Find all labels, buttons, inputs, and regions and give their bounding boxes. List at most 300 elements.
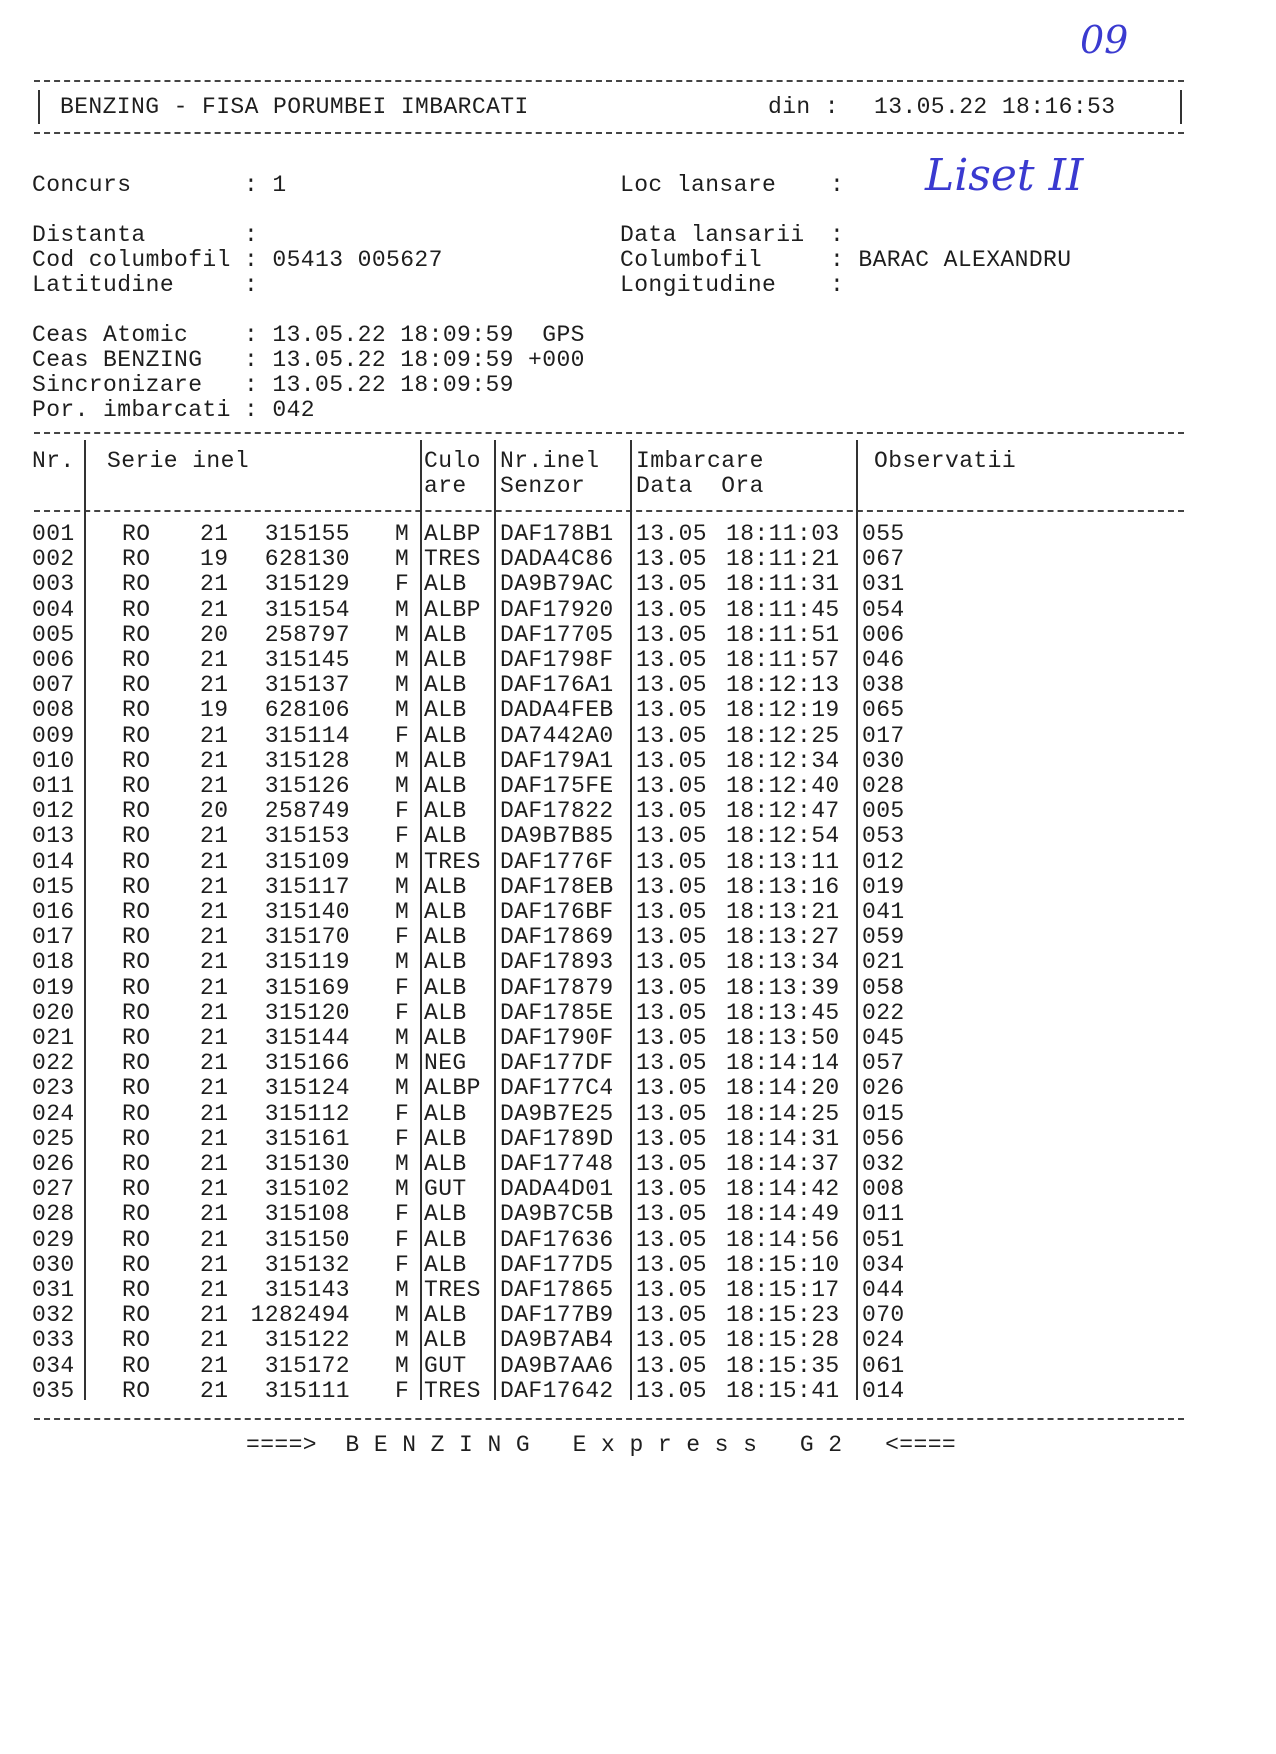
cell-date: 13.05 xyxy=(636,1075,708,1102)
cell-time: 18:11:21 xyxy=(726,546,840,573)
cell-year: 21 xyxy=(200,596,229,623)
cell-ring: 315153 xyxy=(264,823,350,850)
cell-sensor: DADA4D01 xyxy=(500,1176,614,1203)
col-header-nr: Nr. xyxy=(32,448,75,474)
cell-ring: 315117 xyxy=(264,873,350,900)
cell-color: ALB xyxy=(424,747,467,774)
cell-nr: 009 xyxy=(32,722,75,749)
cell-nr: 035 xyxy=(32,1377,75,1404)
table-row xyxy=(0,950,1276,975)
cell-time: 18:12:47 xyxy=(726,798,840,825)
table-bottom-border xyxy=(34,1418,1184,1420)
cell-country: RO xyxy=(122,1201,151,1228)
cell-observatii: 070 xyxy=(862,1302,905,1329)
table-row xyxy=(0,900,1276,925)
cell-color: ALB xyxy=(424,924,467,951)
col-header-imbarcare-1: Imbarcare xyxy=(636,448,764,474)
cell-ring: 315130 xyxy=(264,1151,350,1177)
table-row xyxy=(0,1051,1276,1076)
table-row xyxy=(0,598,1276,623)
cell-sensor: DAF17636 xyxy=(500,1226,614,1253)
cell-year: 21 xyxy=(200,949,229,976)
cell-ring: 315120 xyxy=(264,999,350,1026)
cell-date: 13.05 xyxy=(636,1151,708,1177)
cell-year: 21 xyxy=(200,1025,229,1051)
cell-sensor: DAF176A1 xyxy=(500,672,614,699)
cell-sensor: DAF1776F xyxy=(500,848,614,875)
cell-year: 21 xyxy=(200,1201,229,1228)
cell-observatii: 045 xyxy=(862,1025,905,1051)
table-row xyxy=(0,673,1276,698)
cell-time: 18:11:03 xyxy=(726,521,840,547)
cell-nr: 010 xyxy=(32,747,75,774)
cell-sensor: DA9B7B85 xyxy=(500,823,614,850)
cell-year: 21 xyxy=(200,773,229,799)
cell-country: RO xyxy=(122,1100,151,1127)
cell-time: 18:11:51 xyxy=(726,621,840,648)
report-title: BENZING - FISA PORUMBEI IMBARCATI xyxy=(60,94,529,120)
cell-sex: M xyxy=(395,546,410,573)
cell-nr: 019 xyxy=(32,974,75,1001)
cell-nr: 013 xyxy=(32,823,75,850)
table-top-border xyxy=(34,432,1184,434)
cell-ring: 315166 xyxy=(264,1050,350,1077)
cell-time: 18:14:14 xyxy=(726,1050,840,1077)
cell-sex: M xyxy=(395,1025,410,1051)
loc-lansare-label: Loc lansare xyxy=(620,172,777,198)
cell-observatii: 026 xyxy=(862,1075,905,1102)
cell-date: 13.05 xyxy=(636,672,708,699)
cell-ring: 315145 xyxy=(264,647,350,673)
cell-date: 13.05 xyxy=(636,1125,708,1152)
cell-year: 21 xyxy=(200,823,229,850)
concurs-value: : 1 xyxy=(244,172,287,198)
cell-nr: 016 xyxy=(32,899,75,925)
cell-nr: 020 xyxy=(32,999,75,1026)
table-row xyxy=(0,1328,1276,1353)
cell-year: 21 xyxy=(200,571,229,598)
table-row xyxy=(0,1177,1276,1202)
cell-color: ALBP xyxy=(424,1075,481,1102)
table-row xyxy=(0,547,1276,572)
cell-time: 18:12:40 xyxy=(726,773,840,799)
cell-time: 18:14:49 xyxy=(726,1201,840,1228)
cell-observatii: 044 xyxy=(862,1277,905,1303)
cell-time: 18:15:23 xyxy=(726,1302,840,1329)
cell-date: 13.05 xyxy=(636,999,708,1026)
col-header-culoare-2: are xyxy=(424,473,467,499)
cell-date: 13.05 xyxy=(636,1251,708,1278)
cell-sex: M xyxy=(395,1176,410,1203)
cell-sex: F xyxy=(395,1377,410,1404)
table-row xyxy=(0,875,1276,900)
cell-time: 18:14:25 xyxy=(726,1100,840,1127)
cell-observatii: 054 xyxy=(862,596,905,623)
col-header-observatii: Observatii xyxy=(874,448,1017,474)
col-header-serie-inel: Serie inel xyxy=(107,448,250,474)
cell-sex: M xyxy=(395,697,410,724)
cod-columbofil-label: Cod columbofil xyxy=(32,247,231,273)
cell-ring: 315170 xyxy=(264,924,350,951)
cell-sensor: DAF17642 xyxy=(500,1377,614,1404)
cell-color: ALB xyxy=(424,1100,467,1127)
cell-time: 18:14:56 xyxy=(726,1226,840,1253)
cell-observatii: 051 xyxy=(862,1226,905,1253)
cell-nr: 001 xyxy=(32,521,75,547)
cell-sensor: DA9B7E25 xyxy=(500,1100,614,1127)
cell-sex: M xyxy=(395,521,410,547)
cell-sensor: DA7442A0 xyxy=(500,722,614,749)
cell-observatii: 031 xyxy=(862,571,905,598)
cell-year: 21 xyxy=(200,873,229,900)
distanta-label: Distanta xyxy=(32,222,146,248)
cell-sex: M xyxy=(395,1352,410,1379)
cell-sensor: DAF177B9 xyxy=(500,1302,614,1329)
longitudine-value: : xyxy=(830,272,845,298)
cell-time: 18:11:45 xyxy=(726,596,840,623)
cell-date: 13.05 xyxy=(636,1377,708,1404)
cell-nr: 029 xyxy=(32,1226,75,1253)
table-row xyxy=(0,1202,1276,1227)
concurs-label: Concurs xyxy=(32,172,132,198)
cell-date: 13.05 xyxy=(636,1100,708,1127)
cell-sex: F xyxy=(395,798,410,825)
footer-banner: ====> B E N Z I N G E x p r e s s G 2 <==== xyxy=(246,1432,957,1458)
cell-color: ALB xyxy=(424,1151,467,1177)
cell-color: GUT xyxy=(424,1352,467,1379)
por-imbarcati-label: Por. imbarcati xyxy=(32,397,231,423)
cell-nr: 018 xyxy=(32,949,75,976)
cell-observatii: 005 xyxy=(862,798,905,825)
cell-color: ALB xyxy=(424,621,467,648)
cell-sex: M xyxy=(395,899,410,925)
cell-observatii: 015 xyxy=(862,1100,905,1127)
cell-country: RO xyxy=(122,722,151,749)
cell-year: 21 xyxy=(200,1302,229,1329)
cell-ring: 315122 xyxy=(264,1327,350,1354)
cell-sex: M xyxy=(395,949,410,976)
cell-ring: 315137 xyxy=(264,672,350,699)
cell-color: NEG xyxy=(424,1050,467,1077)
cell-year: 21 xyxy=(200,1352,229,1379)
cell-sex: F xyxy=(395,1100,410,1127)
cell-time: 18:13:45 xyxy=(726,999,840,1026)
cell-year: 21 xyxy=(200,1075,229,1102)
cell-color: ALB xyxy=(424,974,467,1001)
header-top-border xyxy=(34,80,1184,82)
table-row xyxy=(0,648,1276,673)
cell-color: ALB xyxy=(424,1327,467,1354)
cell-observatii: 019 xyxy=(862,873,905,900)
cell-ring: 315112 xyxy=(264,1100,350,1127)
cell-date: 13.05 xyxy=(636,798,708,825)
columbofil-label: Columbofil xyxy=(620,247,763,273)
table-row xyxy=(0,724,1276,749)
cell-date: 13.05 xyxy=(636,571,708,598)
cell-sensor: DA9B7AA6 xyxy=(500,1352,614,1379)
cell-sensor: DAF17893 xyxy=(500,949,614,976)
por-imbarcati-value: : 042 xyxy=(244,397,316,423)
cell-sex: F xyxy=(395,722,410,749)
table-row xyxy=(0,1026,1276,1051)
cell-observatii: 065 xyxy=(862,697,905,724)
table-row xyxy=(0,925,1276,950)
data-lansarii-value: : xyxy=(830,222,845,248)
cell-observatii: 067 xyxy=(862,546,905,573)
cell-country: RO xyxy=(122,949,151,976)
cell-observatii: 053 xyxy=(862,823,905,850)
cell-country: RO xyxy=(122,1176,151,1203)
cell-sex: M xyxy=(395,1151,410,1177)
cell-date: 13.05 xyxy=(636,596,708,623)
cell-color: ALB xyxy=(424,873,467,900)
cell-color: GUT xyxy=(424,1176,467,1203)
cell-time: 18:12:19 xyxy=(726,697,840,724)
cell-ring: 258797 xyxy=(264,621,350,648)
cell-year: 21 xyxy=(200,899,229,925)
cell-time: 18:15:10 xyxy=(726,1251,840,1278)
cell-date: 13.05 xyxy=(636,722,708,749)
col-header-nr-inel-1: Nr.inel xyxy=(500,448,600,474)
cell-color: ALBP xyxy=(424,596,481,623)
cell-country: RO xyxy=(122,1277,151,1303)
sincronizare-label: Sincronizare xyxy=(32,372,203,398)
latitudine-value: : xyxy=(244,272,259,298)
cell-observatii: 006 xyxy=(862,621,905,648)
cell-sex: M xyxy=(395,1277,410,1303)
cell-ring: 1282494 xyxy=(250,1302,350,1329)
cell-time: 18:13:50 xyxy=(726,1025,840,1051)
cell-country: RO xyxy=(122,1226,151,1253)
ceas-benzing-value: : 13.05.22 18:09:59 +000 xyxy=(244,347,585,373)
cell-time: 18:15:35 xyxy=(726,1352,840,1379)
table-row xyxy=(0,1253,1276,1278)
cell-nr: 021 xyxy=(32,1025,75,1051)
cell-ring: 315169 xyxy=(264,974,350,1001)
cell-ring: 315132 xyxy=(264,1251,350,1278)
table-row xyxy=(0,1152,1276,1177)
cell-ring: 315154 xyxy=(264,596,350,623)
cell-sex: F xyxy=(395,924,410,951)
header-left-border xyxy=(38,90,40,124)
cell-sensor: DAF175FE xyxy=(500,773,614,799)
cell-nr: 003 xyxy=(32,571,75,598)
cell-year: 20 xyxy=(200,621,229,648)
cell-observatii: 046 xyxy=(862,647,905,673)
cell-nr: 025 xyxy=(32,1125,75,1152)
cell-sensor: DAF179A1 xyxy=(500,747,614,774)
cell-color: ALB xyxy=(424,1201,467,1228)
cell-year: 21 xyxy=(200,747,229,774)
cell-color: ALB xyxy=(424,697,467,724)
cell-color: TRES xyxy=(424,1377,481,1404)
table-header-separator xyxy=(34,510,1184,512)
cell-ring: 315155 xyxy=(264,521,350,547)
cell-sensor: DADA4FEB xyxy=(500,697,614,724)
cell-color: ALB xyxy=(424,1125,467,1152)
cell-color: ALB xyxy=(424,571,467,598)
cell-sex: M xyxy=(395,848,410,875)
cell-country: RO xyxy=(122,596,151,623)
cell-nr: 017 xyxy=(32,924,75,951)
cell-time: 18:13:16 xyxy=(726,873,840,900)
cell-time: 18:12:25 xyxy=(726,722,840,749)
cell-observatii: 021 xyxy=(862,949,905,976)
cell-color: ALB xyxy=(424,823,467,850)
cell-ring: 628130 xyxy=(264,546,350,573)
cell-sensor: DAF1798F xyxy=(500,647,614,673)
cell-country: RO xyxy=(122,697,151,724)
cell-year: 21 xyxy=(200,521,229,547)
table-row xyxy=(0,1228,1276,1253)
cell-observatii: 014 xyxy=(862,1377,905,1404)
cell-observatii: 058 xyxy=(862,974,905,1001)
cell-country: RO xyxy=(122,1377,151,1404)
cell-country: RO xyxy=(122,521,151,547)
columbofil-value: : BARAC ALEXANDRU xyxy=(830,247,1072,273)
cell-nr: 007 xyxy=(32,672,75,699)
cell-ring: 315119 xyxy=(264,949,350,976)
cell-country: RO xyxy=(122,621,151,648)
cell-time: 18:13:27 xyxy=(726,924,840,951)
cell-observatii: 056 xyxy=(862,1125,905,1152)
cell-observatii: 055 xyxy=(862,521,905,547)
cell-sensor: DAF178B1 xyxy=(500,521,614,547)
cell-ring: 315172 xyxy=(264,1352,350,1379)
cell-country: RO xyxy=(122,823,151,850)
cell-nr: 005 xyxy=(32,621,75,648)
cell-observatii: 022 xyxy=(862,999,905,1026)
cell-ring: 315128 xyxy=(264,747,350,774)
cell-sex: M xyxy=(395,1302,410,1329)
cell-nr: 014 xyxy=(32,848,75,875)
cell-sex: M xyxy=(395,1075,410,1102)
cell-year: 21 xyxy=(200,1377,229,1404)
cell-sex: F xyxy=(395,1251,410,1278)
cell-sensor: DAF17705 xyxy=(500,621,614,648)
cell-color: ALB xyxy=(424,1025,467,1051)
cell-color: ALB xyxy=(424,798,467,825)
cod-columbofil-value: : 05413 005627 xyxy=(244,247,443,273)
cell-country: RO xyxy=(122,1302,151,1329)
cell-color: ALB xyxy=(424,899,467,925)
cell-date: 13.05 xyxy=(636,1050,708,1077)
cell-date: 13.05 xyxy=(636,873,708,900)
cell-nr: 031 xyxy=(32,1277,75,1303)
cell-country: RO xyxy=(122,1352,151,1379)
cell-year: 21 xyxy=(200,848,229,875)
cell-nr: 032 xyxy=(32,1302,75,1329)
cell-sensor: DADA4C86 xyxy=(500,546,614,573)
table-row xyxy=(0,1127,1276,1152)
cell-date: 13.05 xyxy=(636,899,708,925)
table-row xyxy=(0,623,1276,648)
cell-time: 18:13:11 xyxy=(726,848,840,875)
cell-year: 21 xyxy=(200,924,229,951)
header-bottom-border xyxy=(34,132,1184,134)
col-header-imbarcare-2: Data Ora xyxy=(636,473,764,499)
cell-ring: 315161 xyxy=(264,1125,350,1152)
cell-color: ALBP xyxy=(424,521,481,547)
cell-country: RO xyxy=(122,571,151,598)
cell-year: 21 xyxy=(200,1251,229,1278)
cell-sensor: DAF17822 xyxy=(500,798,614,825)
cell-ring: 315114 xyxy=(264,722,350,749)
cell-country: RO xyxy=(122,1125,151,1152)
cell-date: 13.05 xyxy=(636,521,708,547)
cell-country: RO xyxy=(122,546,151,573)
cell-time: 18:12:34 xyxy=(726,747,840,774)
cell-nr: 027 xyxy=(32,1176,75,1203)
cell-nr: 006 xyxy=(32,647,75,673)
cell-ring: 315102 xyxy=(264,1176,350,1203)
cell-sensor: DAF17920 xyxy=(500,596,614,623)
cell-date: 13.05 xyxy=(636,949,708,976)
cell-country: RO xyxy=(122,1327,151,1354)
cell-sex: M xyxy=(395,621,410,648)
cell-sex: M xyxy=(395,747,410,774)
cell-date: 13.05 xyxy=(636,1201,708,1228)
cell-date: 13.05 xyxy=(636,647,708,673)
cell-year: 21 xyxy=(200,1050,229,1077)
cell-nr: 034 xyxy=(32,1352,75,1379)
cell-year: 21 xyxy=(200,1100,229,1127)
cell-country: RO xyxy=(122,974,151,1001)
cell-time: 18:11:57 xyxy=(726,647,840,673)
cell-color: ALB xyxy=(424,722,467,749)
cell-time: 18:14:37 xyxy=(726,1151,840,1177)
cell-country: RO xyxy=(122,747,151,774)
cell-observatii: 011 xyxy=(862,1201,905,1228)
cell-color: ALB xyxy=(424,773,467,799)
cell-year: 21 xyxy=(200,1151,229,1177)
cell-sex: M xyxy=(395,773,410,799)
cell-date: 13.05 xyxy=(636,974,708,1001)
cell-color: ALB xyxy=(424,949,467,976)
cell-ring: 315111 xyxy=(264,1377,350,1404)
cell-year: 21 xyxy=(200,722,229,749)
cell-date: 13.05 xyxy=(636,546,708,573)
cell-year: 19 xyxy=(200,697,229,724)
cell-ring: 315108 xyxy=(264,1201,350,1228)
cell-year: 21 xyxy=(200,1277,229,1303)
cell-year: 21 xyxy=(200,1176,229,1203)
cell-year: 21 xyxy=(200,1125,229,1152)
cell-sex: F xyxy=(395,1125,410,1152)
cell-country: RO xyxy=(122,647,151,673)
table-row xyxy=(0,1076,1276,1101)
cell-observatii: 034 xyxy=(862,1251,905,1278)
longitudine-label: Longitudine xyxy=(620,272,777,298)
table-row xyxy=(0,698,1276,723)
cell-observatii: 041 xyxy=(862,899,905,925)
cell-ring: 315124 xyxy=(264,1075,350,1102)
cell-sex: F xyxy=(395,999,410,1026)
cell-sensor: DAF1789D xyxy=(500,1125,614,1152)
cell-nr: 008 xyxy=(32,697,75,724)
table-row xyxy=(0,749,1276,774)
cell-sensor: DAF1790F xyxy=(500,1025,614,1051)
table-row xyxy=(0,850,1276,875)
cell-ring: 315144 xyxy=(264,1025,350,1051)
handwritten-page-number: 09 xyxy=(1080,18,1129,62)
cell-observatii: 017 xyxy=(862,722,905,749)
distanta-value: : xyxy=(244,222,259,248)
cell-nr: 033 xyxy=(32,1327,75,1354)
cell-nr: 030 xyxy=(32,1251,75,1278)
cell-nr: 022 xyxy=(32,1050,75,1077)
cell-observatii: 024 xyxy=(862,1327,905,1354)
